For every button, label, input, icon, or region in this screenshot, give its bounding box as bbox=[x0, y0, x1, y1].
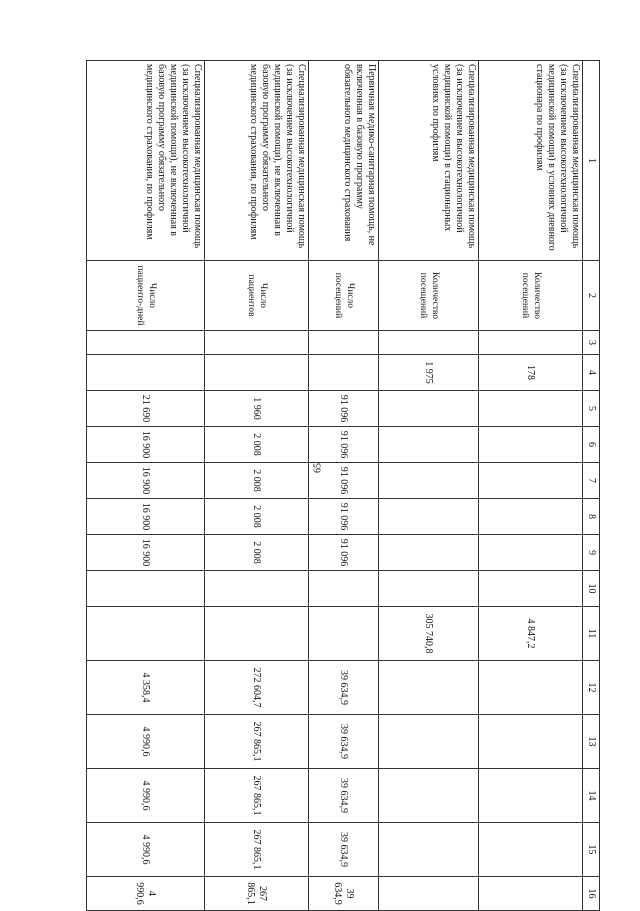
value-cell: 272 604,7 bbox=[205, 661, 309, 715]
row-name-cell: Специализированная медицинская помощь (за исключением высокотехнологичной медицинской помощи), не включенная в базовую программу обязательного медицинского страхования, по профилям bbox=[87, 61, 205, 261]
value-cell bbox=[479, 499, 583, 535]
row-name-cell: Специализированная медицинская помощь (за исключением высокотехнологичной медицинской помощи), не включенная в базовую программу обязательного медицинского страхования, по профилям bbox=[205, 61, 309, 261]
unit-cell: Количество посещений bbox=[479, 261, 583, 331]
value-cell: 4 847,2 bbox=[479, 607, 583, 661]
column-header: 8 bbox=[583, 499, 600, 535]
unit-cell: Количество посещений bbox=[379, 261, 479, 331]
value-cell: 4 990,6 bbox=[87, 769, 205, 823]
value-cell bbox=[479, 769, 583, 823]
value-cell bbox=[379, 571, 479, 607]
column-header: 9 bbox=[583, 535, 600, 571]
value-cell: 267 865,1 bbox=[205, 715, 309, 769]
table-row bbox=[479, 61, 583, 911]
column-header: 13 bbox=[583, 715, 600, 769]
value-cell: 4 990,6 bbox=[87, 877, 205, 911]
value-cell: 4 990,6 bbox=[87, 823, 205, 877]
value-cell bbox=[205, 607, 309, 661]
value-cell bbox=[479, 391, 583, 427]
value-cell: 91 096 bbox=[309, 535, 379, 571]
value-cell: 267 865,1 bbox=[205, 769, 309, 823]
value-cell: 91 096 bbox=[309, 499, 379, 535]
value-cell: 39 634,9 bbox=[309, 661, 379, 715]
value-cell bbox=[205, 571, 309, 607]
value-cell: 2 008 bbox=[205, 499, 309, 535]
value-cell bbox=[479, 331, 583, 355]
table-body bbox=[87, 61, 583, 911]
value-cell: 4 990,6 bbox=[87, 715, 205, 769]
value-cell bbox=[379, 391, 479, 427]
header-row bbox=[583, 61, 600, 911]
value-cell bbox=[379, 661, 479, 715]
value-cell: 39 634,9 bbox=[309, 715, 379, 769]
row-name-cell: Специализированная медицинская помощь (за исключением высокотехнологичной медицинской помощи) в условиях дневного стационара по профилям bbox=[479, 61, 583, 261]
value-cell bbox=[87, 355, 205, 391]
value-cell bbox=[309, 355, 379, 391]
value-cell bbox=[379, 877, 479, 911]
unit-cell: Число пациентов bbox=[205, 261, 309, 331]
value-cell: 305 740,8 bbox=[379, 607, 479, 661]
column-header: 7 bbox=[583, 463, 600, 499]
value-cell: 267 865,1 bbox=[205, 877, 309, 911]
value-cell bbox=[87, 331, 205, 355]
value-cell bbox=[479, 535, 583, 571]
value-cell bbox=[479, 571, 583, 607]
value-cell bbox=[379, 823, 479, 877]
value-cell: 39 634,9 bbox=[309, 877, 379, 911]
value-cell bbox=[479, 661, 583, 715]
column-header: 12 bbox=[583, 661, 600, 715]
value-cell bbox=[379, 715, 479, 769]
value-cell: 2 008 bbox=[205, 427, 309, 463]
value-cell bbox=[379, 427, 479, 463]
column-header: 4 bbox=[583, 355, 600, 391]
column-header: 2 bbox=[583, 261, 600, 331]
table-row bbox=[379, 61, 479, 911]
column-header: 10 bbox=[583, 571, 600, 607]
value-cell: 178 bbox=[479, 355, 583, 391]
value-cell: 39 634,9 bbox=[309, 769, 379, 823]
unit-cell: Число посещений bbox=[309, 261, 379, 331]
unit-cell: Число пациенто-дней bbox=[87, 261, 205, 331]
value-cell bbox=[479, 427, 583, 463]
value-cell: 4 358,4 bbox=[87, 661, 205, 715]
value-cell bbox=[205, 331, 309, 355]
value-cell: 91 096 bbox=[309, 427, 379, 463]
value-cell bbox=[87, 607, 205, 661]
column-header: 11 bbox=[583, 607, 600, 661]
value-cell bbox=[379, 769, 479, 823]
table-row bbox=[205, 61, 309, 911]
value-cell bbox=[379, 463, 479, 499]
value-cell: 1 960 bbox=[205, 391, 309, 427]
value-cell bbox=[309, 331, 379, 355]
column-header: 15 bbox=[583, 823, 600, 877]
page-number: 65 bbox=[312, 463, 324, 473]
value-cell bbox=[379, 331, 479, 355]
column-header: 16 bbox=[583, 877, 600, 911]
value-cell: 1 975 bbox=[379, 355, 479, 391]
column-header: 3 bbox=[583, 331, 600, 355]
value-cell: 21 690 bbox=[87, 391, 205, 427]
value-cell: 91 096 bbox=[309, 391, 379, 427]
value-cell: 267 865,1 bbox=[205, 823, 309, 877]
value-cell: 2 008 bbox=[205, 535, 309, 571]
value-cell bbox=[479, 463, 583, 499]
value-cell bbox=[479, 715, 583, 769]
value-cell: 16 900 bbox=[87, 427, 205, 463]
value-cell: 16 900 bbox=[87, 463, 205, 499]
column-header: 1 bbox=[583, 61, 600, 261]
value-cell: 91 096 bbox=[309, 463, 379, 499]
value-cell bbox=[379, 535, 479, 571]
table-row bbox=[87, 61, 205, 911]
table-row bbox=[309, 61, 379, 911]
value-cell: 2 008 bbox=[205, 463, 309, 499]
value-cell bbox=[309, 571, 379, 607]
column-header: 6 bbox=[583, 427, 600, 463]
value-cell bbox=[479, 823, 583, 877]
column-header: 14 bbox=[583, 769, 600, 823]
rotated-table-container bbox=[40, 60, 600, 905]
data-table bbox=[86, 60, 600, 911]
row-name-cell: Специализированная медицинская помощь (за исключением высокотехнологичной медицинской помощи) в стационарных условиях по профилям bbox=[379, 61, 479, 261]
value-cell bbox=[205, 355, 309, 391]
value-cell bbox=[479, 877, 583, 911]
value-cell: 39 634,9 bbox=[309, 823, 379, 877]
value-cell bbox=[309, 607, 379, 661]
value-cell bbox=[379, 499, 479, 535]
value-cell: 16 900 bbox=[87, 499, 205, 535]
value-cell: 16 900 bbox=[87, 535, 205, 571]
column-header: 5 bbox=[583, 391, 600, 427]
row-name-cell: Первичная медико-санитарная помощь, не включенная в базовую программу обязательного медицинского страхования bbox=[309, 61, 379, 261]
value-cell bbox=[87, 571, 205, 607]
